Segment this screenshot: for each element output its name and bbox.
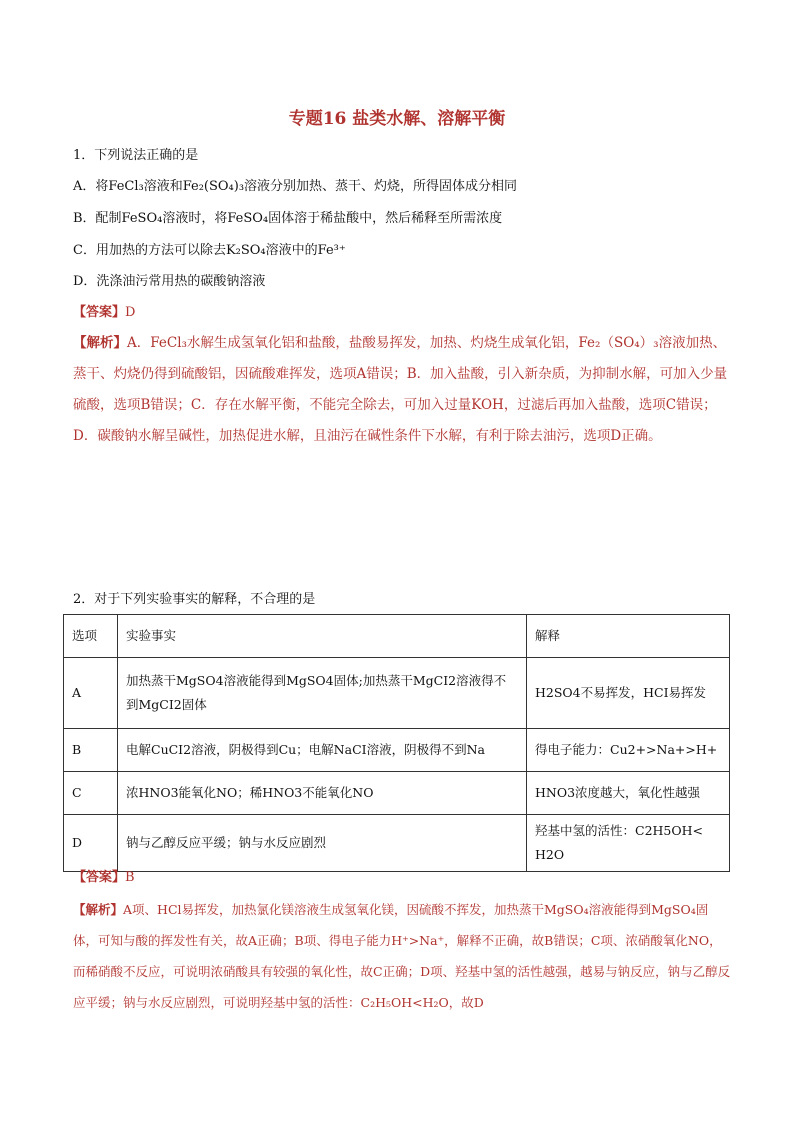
table-row — [64, 658, 730, 729]
table-cell: 浓HNO3能氧化NO；稀HNO3不能氧化NO — [118, 772, 527, 815]
q1-explain-text: A．FeCl₃水解生成氢氧化铝和盐酸，盐酸易挥发，加热、灼烧生成氧化铝，Fe₂（SO₄）₃溶液加热、蒸干、灼烧仍得到硫酸铝，因硫酸难挥发，选项A错误；B．加入盐酸，引入新杂质，为抑制水解，可加入少量硫酸，选项B错误；C．存在水解平衡，不能完全除去，可加入过量KOH，过滤后再加入盐酸，选项C错误；D．碳酸钠水解呈碱性，加热促进水解，且油污在碱性条件下水解，有利于除去油污，选项D正确。 — [73, 335, 728, 444]
q2-stem: 2．对于下列实验事实的解释，不合理的是 — [73, 592, 316, 607]
table-row — [64, 772, 730, 815]
table-cell: H2SO4不易挥发，HCI易挥发 — [527, 658, 730, 729]
q1-option-b: B．配制FeSO₄溶液时，将FeSO₄固体溶于稀盐酸中，然后稀释至所需浓度 — [73, 211, 503, 226]
page-title: 专题16 盐类水解、溶解平衡 — [288, 109, 506, 129]
q1-answer-value: D — [125, 305, 136, 320]
q1-explain-label: 【解析】 — [73, 335, 127, 351]
q1-option-a: A．将FeCl₃溶液和Fe₂(SO₄)₃溶液分别加热、蒸干、灼烧，所得固体成分相同 — [73, 179, 518, 194]
table-cell: 加热蒸干MgSO4溶液能得到MgSO4固体;加热蒸干MgCI2溶液得不到MgCI2固体 — [118, 658, 527, 729]
table-row — [64, 729, 730, 772]
q2-explanation — [73, 894, 733, 1018]
table-header-row — [64, 615, 730, 658]
q2-table — [63, 614, 730, 872]
table-cell: B — [64, 729, 118, 772]
table-header-cell: 选项 — [64, 615, 118, 658]
table-cell: 电解CuCI2溶液，阴极得到Cu；电解NaCI溶液，阴极得不到Na — [118, 729, 527, 772]
q2-explain-label: 【解析】 — [73, 902, 124, 917]
table-cell: D — [64, 815, 118, 872]
table-cell: C — [64, 772, 118, 815]
table-cell: HNO3浓度越大，氧化性越强 — [527, 772, 730, 815]
q2-answer-value: B — [125, 870, 135, 885]
table-row — [64, 815, 730, 872]
q1-option-d: D．洗涤油污常用热的碳酸钠溶液 — [73, 274, 266, 289]
q1-explanation — [73, 328, 733, 452]
table-header-cell: 解释 — [527, 615, 730, 658]
q1-answer — [73, 304, 135, 322]
q2-explain-text: A项、HCl易挥发，加热氯化镁溶液生成氢氧化镁，因硫酸不挥发，加热蒸干MgSO₄溶液能得到MgSO₄固体，可知与酸的挥发性有关，故A正确；B项、得电子能力H⁺>Na⁺，解释不正确，故B错误；C项、浓硝酸氧化NO，而稀硝酸不反应，可说明浓硝酸具有较强的氧化性，故C正确；D项、羟基中氢的活性越强，越易与钠反应，钠与乙醇反应平缓；钠与水反应剧烈，可说明羟基中氢的活性：C₂H₅OH<H₂O，故D — [73, 902, 731, 1010]
table-cell: A — [64, 658, 118, 729]
table-cell: 羟基中氢的活性：C2H5OH< H2O — [527, 815, 730, 872]
q2-answer-label: 【答案】 — [73, 870, 126, 885]
table-header-cell: 实验事实 — [118, 615, 527, 658]
q2-answer — [73, 869, 135, 887]
table-cell: 钠与乙醇反应平缓；钠与水反应剧烈 — [118, 815, 527, 872]
q1-answer-label: 【答案】 — [73, 305, 126, 320]
q1-option-c: C．用加热的方法可以除去K₂SO₄溶液中的Fe³⁺ — [73, 243, 346, 258]
table-cell: 得电子能力：Cu2+>Na+>H+ — [527, 729, 730, 772]
q1-stem: 1．下列说法正确的是 — [73, 148, 199, 163]
